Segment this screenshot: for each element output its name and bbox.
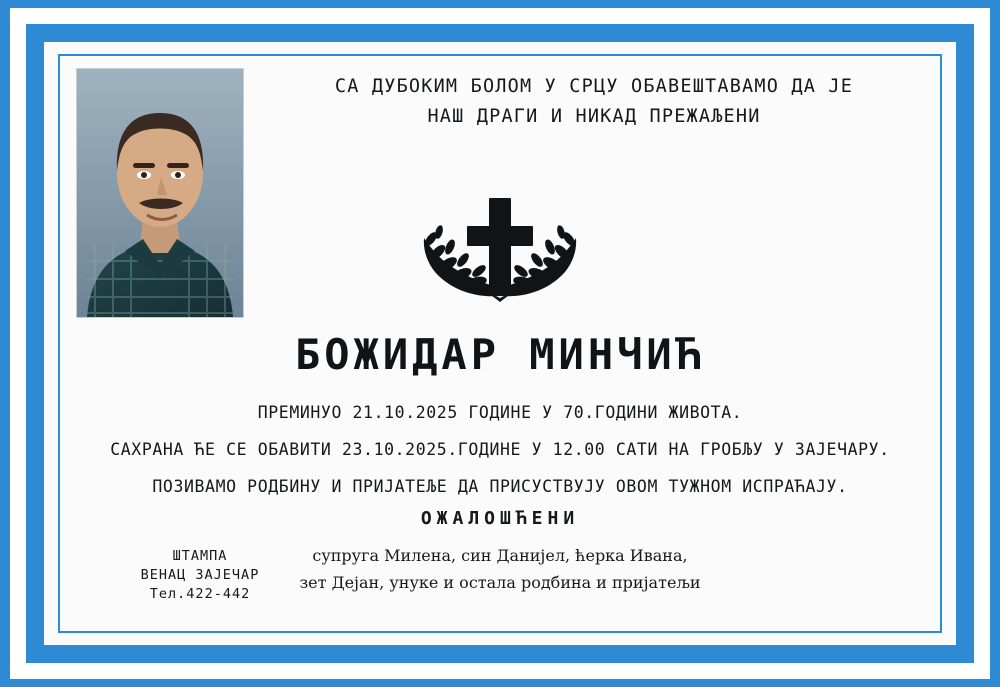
mourners-title: ОЖАЛОШЋЕНИ	[420, 508, 580, 529]
printer-imprint	[90, 547, 310, 604]
body-line-funeral-details: САХРАНА ЋЕ СЕ ОБАВИТИ 23.10.2025.ГОДИНЕ У 12.00 САТИ НА ГРОБЉУ У ЗАЈЕЧАРУ.	[110, 440, 890, 459]
printer-phone: Тел.422-442	[149, 586, 251, 602]
headline-line-2: НАШ ДРАГИ И НИКАД ПРЕЖАЉЕНИ	[427, 106, 761, 127]
mourner-line-2: зет Дејан, унуке и остала родбина и пријатељи	[299, 573, 701, 592]
body-line-invitation: ПОЗИВАМО РОДБИНУ И ПРИЈАТЕЉЕ ДА ПРИСУСТВУЈУ ОВОМ ТУЖНОМ ИСПРАЋАЈУ.	[152, 477, 848, 496]
printer-label: ШТАМПА	[172, 548, 228, 564]
mourner-line-1: супруга Милена, син Данијел, ћерка Ивана,	[312, 546, 688, 565]
headline-line-1: СА ДУБОКИМ БОЛОМ У СРЦУ ОБАВЕШТАВАМО ДА ЈЕ	[334, 76, 854, 97]
body-text-block	[44, 394, 956, 505]
notice-card	[44, 42, 956, 645]
headline-block	[254, 72, 934, 132]
body-line-death-date: ПРЕМИНУО 21.10.2025 ГОДИНЕ У 70.ГОДИНИ ЖИВОТА.	[257, 403, 743, 422]
deceased-name: БОЖИДАР МИНЧИЋ	[294, 330, 705, 379]
notice-content	[44, 42, 956, 645]
cross-with-laurel-wreath-icon	[44, 192, 956, 314]
printer-name: ВЕНАЦ ЗАЈЕЧАР	[140, 567, 260, 583]
